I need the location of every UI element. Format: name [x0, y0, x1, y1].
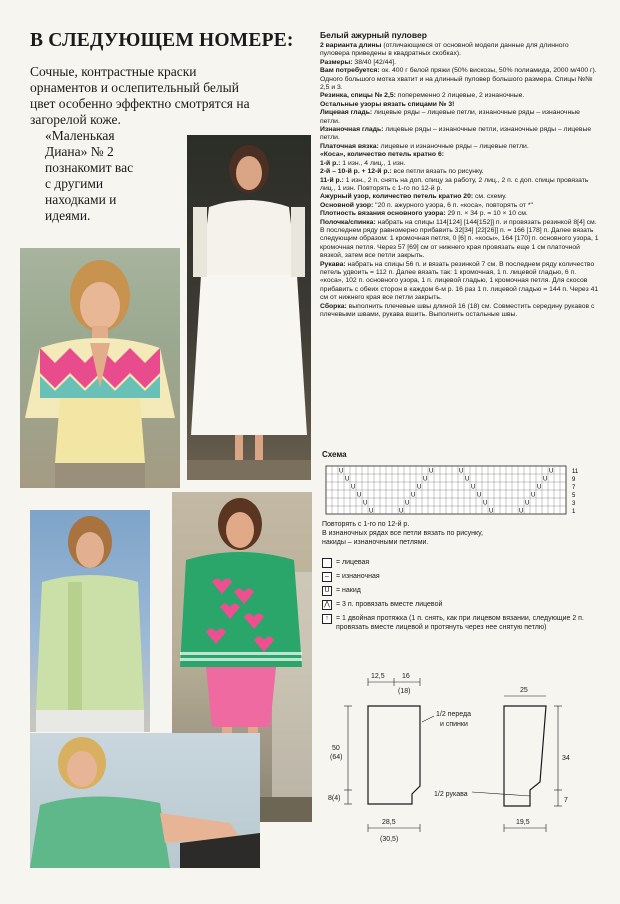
front-top-left-dim: 12,5 — [371, 673, 385, 680]
knit-symbol — [322, 558, 332, 568]
yarn-over-mark: U — [489, 508, 494, 515]
pattern-paragraph — [320, 126, 600, 143]
pattern-paragraph — [320, 193, 600, 201]
sleeve-cuff-dim: 7 — [564, 797, 568, 804]
paragraph-text: лицевые ряды – изнаночные петли, изнаночные ряды – лицевые петли. — [320, 126, 592, 142]
yarn-over-mark: U — [465, 476, 470, 483]
paragraph-label: Плотность вязания основного узора: — [320, 210, 446, 218]
yarn-over-mark: U — [537, 484, 542, 491]
paragraph-label: «Коса», количество петель кратно 6: — [320, 151, 444, 159]
sleeve-top-dim: 25 — [520, 687, 528, 694]
size-diagrams — [322, 666, 602, 856]
pattern-paragraph — [320, 210, 600, 218]
paragraph-text: попеременно 2 лицевые, 2 изнаночные. — [395, 92, 525, 100]
paragraph-text: набрать на спицы 56 п. и вязать резинкой 7 см. В последнем ряду количество петель удвоить = 112 п. Далее вязать так: 1 кромочная, 1 п. лицевой гладью, 6 п. «коса», 102 п. основного узора, 1 п. лицевой гладью, 1 кромочная петля. Для скосов прибавить с обеих сторон в каждом 6-м р. 16 раз 1 п. лицевой гладью = 144 п. Через 41 см от нижнего края все петли закрыть. — [320, 260, 599, 302]
pattern-paragraph — [320, 160, 600, 168]
pattern-paragraph — [320, 42, 600, 59]
legend-text: = 3 п. провязать вместе лицевой — [336, 601, 443, 608]
paragraph-label: Лицевая гладь: — [320, 109, 373, 117]
yarn-over-mark: U — [519, 508, 524, 515]
intro2-line: Диана» № 2 — [45, 144, 114, 159]
yarn-over-mark: U — [531, 492, 536, 499]
paragraph-label: Остальные узоры вязать спицами № 3! — [320, 100, 455, 108]
paragraph-label: 11-й р.: — [320, 176, 344, 184]
paragraph-label: 2 варианта длины — [320, 42, 382, 49]
intro-line: Сочные, контрастные краски — [30, 64, 197, 79]
note-line: В изнаночных рядах все петли вязать по рисунку, — [322, 530, 483, 537]
pattern-paragraph — [320, 92, 600, 100]
row-number: 3 — [572, 501, 576, 507]
next-issue-text — [45, 128, 195, 224]
paragraph-label: Резинка, спицы № 2,5: — [320, 92, 396, 100]
yarn-over-mark: U — [351, 484, 356, 491]
legend-item — [322, 586, 602, 596]
pattern-paragraph — [320, 109, 600, 126]
pattern-paragraph — [320, 219, 600, 261]
front-height-alt-dim: (64) — [330, 754, 343, 761]
paragraph-label: Сборка: — [320, 302, 347, 310]
row-number: 11 — [572, 469, 579, 475]
sleeve-height-dim: 34 — [562, 755, 570, 762]
paragraph-label: Платочная вязка: — [320, 142, 379, 150]
repeat-note: Повторять с 1-го по 12-й р. — [322, 521, 410, 528]
front-top-total-dim: (18) — [398, 688, 411, 695]
yarn-over-mark: U — [339, 468, 344, 475]
paragraph-text: (отличающиеся от основной модели данные для длинного пуловера приведены в квадратных скобках). — [320, 42, 569, 58]
sleeve-label: 1/2 рукава — [434, 791, 468, 798]
paragraph-label: 2-й – 10-й р. + 12-й р.: — [320, 168, 392, 176]
paragraph-text: все петли вязать по рисунку. — [391, 168, 484, 176]
yarn-over-mark: U — [471, 484, 476, 491]
yarn-over-symbol: U — [322, 586, 332, 596]
row-number: 5 — [572, 493, 576, 499]
pattern-paragraph — [320, 59, 600, 67]
intro-text — [30, 64, 310, 128]
yarn-over-mark: U — [525, 500, 530, 507]
paragraph-label: Изнаночная гладь: — [320, 126, 384, 134]
intro2-line: «Маленькая — [45, 128, 115, 143]
paragraph-text: 38/40 [42/44]. — [352, 58, 397, 66]
intro-line: цвет особенно эффектно смотрятся на — [30, 96, 250, 111]
yarn-over-mark: U — [345, 476, 350, 483]
legend-item — [322, 614, 602, 632]
yarn-over-mark: U — [363, 500, 368, 507]
pattern-paragraph — [320, 303, 600, 320]
paragraph-label: Полочка/спинка: — [320, 218, 376, 226]
front-bottom-dim: 8(4) — [328, 795, 341, 802]
yarn-over-mark: U — [549, 468, 554, 475]
intro2-line: познакомит вас — [45, 160, 134, 175]
yarn-over-mark: U — [423, 476, 428, 483]
paragraph-text: ок. 400 г белой пряжи (50% вискозы, 50% полиамида, 2000 м/400 г). Одного большого мотка хватит и на длинный пуловер большого размера. Спицы №№ 2,5 и 3. — [320, 67, 597, 92]
pattern-paragraph — [320, 101, 600, 109]
yarn-over-mark: U — [543, 476, 548, 483]
paragraph-label: Вам потребуется: — [320, 67, 380, 75]
yarn-over-mark: U — [405, 500, 410, 507]
paragraph-text: набрать на спицы 114[124] [144[152]] п. и провязать резинкой 8[4] см. В последнем ряду равномерно прибавить 32[34] [22[26]] п. = 166 [178] п. Далее вязать следующим образом: 1 кромочная петля, 0 [6] п. «косы», 164 [170] п. основного узора, 1 кромочная петля. Через 57 [69] см от нижнего края провязать еще 1 см платочной вязкой, затем все петли закрыть. — [320, 218, 599, 260]
knitting-chart — [322, 462, 592, 518]
symbol-legend — [322, 558, 602, 636]
row-number: 9 — [572, 477, 576, 483]
legend-text: = накид — [336, 587, 361, 594]
pattern-paragraph — [320, 261, 600, 303]
yarn-over-mark: U — [483, 500, 488, 507]
legend-item — [322, 558, 602, 568]
paragraph-label: Рукава: — [320, 260, 346, 268]
purl-symbol: – — [322, 572, 332, 582]
intro-line: орнаментов и ослепительный белый — [30, 80, 239, 95]
pattern-paragraph — [320, 177, 600, 194]
pattern-paragraph — [320, 202, 600, 210]
front-width-dim: 28,5 — [382, 819, 396, 826]
note-line: накиды – изнаночными петлями. — [322, 539, 429, 546]
intro2-line: с другими — [45, 176, 104, 191]
paragraph-text: "20 п. ажурного узора, 6 п. «коса», повторять от *" — [373, 201, 533, 209]
intro2-line: идеями. — [45, 208, 91, 223]
yarn-over-mark: U — [417, 484, 422, 491]
yarn-over-mark: U — [369, 508, 374, 515]
photo-green-sweater — [30, 510, 150, 732]
paragraph-label: 1-й р.: — [320, 159, 341, 167]
scheme-label: Схема — [322, 450, 347, 459]
paragraph-label: Размеры: — [320, 58, 353, 66]
chart-note — [322, 520, 592, 547]
paragraph-text: 29 п. × 34 р. = 10 × 10 см. — [445, 210, 528, 218]
pattern-paragraph — [320, 168, 600, 176]
yarn-over-mark: U — [429, 468, 434, 475]
pattern-paragraph — [320, 151, 600, 159]
pattern-paragraph — [320, 143, 600, 151]
photo-zigzag-sweater — [20, 248, 180, 488]
front-label: 1/2 переда — [436, 711, 471, 718]
front-width-alt-dim: (30,5) — [380, 836, 399, 843]
front-height-dim: 50 — [332, 745, 340, 752]
legend-text: = изнаночная — [336, 573, 380, 580]
paragraph-text: 1 изн., 2 п. снять на доп. спицу за работу, 2 лиц., 2 п. с доп. спицы провязать лиц., 1 изн. Повторять с 1-го по 12-й р. — [320, 176, 589, 192]
paragraph-text: лицевые и изнаночные ряды – лицевые петли. — [378, 142, 529, 150]
double-decrease-symbol: ↑ — [322, 614, 332, 624]
legend-text: = 1 двойная протяжка (1 п. снять, как при лицевом вязании, следующие 2 п. провязать вместе лицевой и протянуть через нее снятую петлю) — [336, 615, 584, 631]
pattern-paragraph — [320, 67, 600, 92]
paragraph-label: Ажурный узор, количество петель кратно 20: — [320, 193, 474, 201]
legend-text: = лицевая — [336, 559, 370, 566]
front-label-2: и спинки — [440, 721, 468, 728]
intro-line: загорелой коже. — [30, 112, 121, 127]
yarn-over-mark: U — [459, 468, 464, 475]
row-number: 1 — [572, 509, 576, 515]
paragraph-text: лицевые ряды – лицевые петли, изнаночные ряды – изнаночные петли. — [320, 109, 580, 125]
yarn-over-mark: U — [399, 508, 404, 515]
k3tog-symbol: ⋀ — [322, 600, 332, 610]
headline: В СЛЕДУЮЩЕМ НОМЕРЕ: — [30, 30, 294, 51]
sleeve-width-dim: 19,5 — [516, 819, 530, 826]
pattern-instructions — [320, 30, 600, 319]
photo-white-dress — [187, 135, 311, 480]
row-number: 7 — [572, 485, 576, 491]
paragraph-label: Основной узор: — [320, 201, 374, 209]
yarn-over-mark: U — [411, 492, 416, 499]
front-top-right-dim: 16 — [402, 673, 410, 680]
pattern-paragraphs — [320, 42, 600, 319]
photo-green-top — [30, 733, 260, 868]
paragraph-text: выполнить плечевые швы длиной 16 (18) см. Совместить середину рукавов с плечевыми швами, рукава вшить. Выполнить остальные швы. — [320, 302, 595, 318]
legend-item — [322, 572, 602, 582]
yarn-over-mark: U — [477, 492, 482, 499]
yarn-over-mark: U — [357, 492, 362, 499]
legend-item — [322, 600, 602, 610]
paragraph-text: см. схему. — [473, 193, 507, 201]
pattern-title: Белый ажурный пуловер — [320, 30, 427, 40]
paragraph-text: 1 изн., 4 лиц., 1 изн. — [340, 159, 406, 167]
intro2-line: находками и — [45, 192, 117, 207]
